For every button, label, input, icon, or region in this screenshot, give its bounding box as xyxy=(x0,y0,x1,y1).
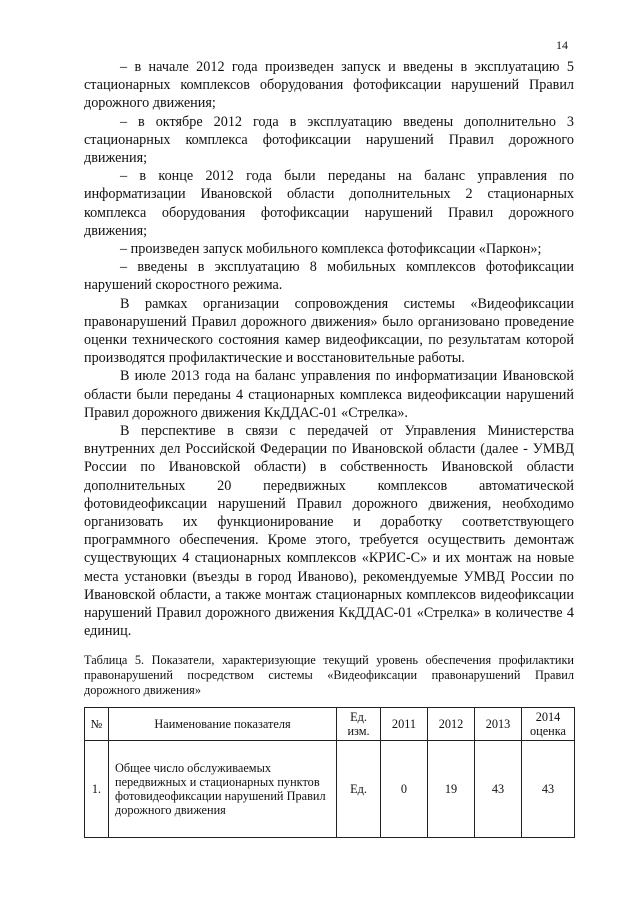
cell-2011: 0 xyxy=(381,740,428,837)
header-unit: Ед. изм. xyxy=(337,707,381,740)
paragraph-bullet-3: – в конце 2012 года были переданы на баланс управления по информатизации Ивановской области дополнительных 2 стационарных комплекса оборудования фотофиксации нарушений Правил дорожного движения; xyxy=(84,168,574,239)
paragraph-perspective: В перспективе в связи с передачей от Управления Министерства внутренних дел Российской Федерации по Ивановской области (далее - УМВД России по Ивановской области) в собственность Ивановской области дополнительных 20 передвижных комплексов автоматической фотовидеофиксации нарушений Правил дорожного движения, необходимо организовать их функционирование и доработку соответствующего программного обеспечения. Кроме этого, требуется осуществить демонтаж существующих 4 стационарных комплексов «КРИС-С» и их монтаж на новые места установки (въезды в город Иваново), рекомендуемые УМВД России по Ивановской области, а также монтаж стационарных комплексов видеофиксации нарушений Правил дорожного движения КкДДАС-01 «Стрелка» в количестве 4 единиц. xyxy=(84,423,574,640)
paragraph-bullet-5: – введены в эксплуатацию 8 мобильных комплексов фотофиксации нарушений скоростного режима. xyxy=(84,259,574,294)
paragraph-bullet-4: – произведен запуск мобильного комплекса фотофиксации «Паркон»; xyxy=(120,241,542,258)
paragraph-bullet-1: – в начале 2012 года произведен запуск и введены в эксплуатацию 5 стационарных комплексов оборудования фотофиксации нарушений Правил дорожного движения; xyxy=(84,59,574,112)
header-2013: 2013 xyxy=(475,707,522,740)
header-indicator-name: Наименование показателя xyxy=(109,707,337,740)
document-body xyxy=(84,58,574,838)
page-number: 14 xyxy=(556,38,568,52)
header-number: № xyxy=(85,707,109,740)
cell-unit: Ед. xyxy=(337,740,381,837)
cell-2013: 43 xyxy=(475,740,522,837)
paragraph-bullet-2: – в октябре 2012 года в эксплуатацию введены дополнительно 3 стационарных комплекса фотофиксации нарушений Правил дорожного движения; xyxy=(84,113,574,167)
cell-indicator-name: Общее число обслуживаемых передвижных и стационарных пунктов фотовидеофиксации нарушений Правил дорожного движения xyxy=(109,740,337,837)
header-2014-estimate: 2014 оценка xyxy=(522,707,575,740)
cell-2012: 19 xyxy=(428,740,475,837)
paragraph-july-2013: В июле 2013 года на баланс управления по информатизации Ивановской области были переданы 4 стационарных комплекса видеофиксации нарушений Правил дорожного движения КкДДАС-01 «Стрелка». xyxy=(84,368,574,421)
table-row xyxy=(85,740,575,837)
header-2011: 2011 xyxy=(381,707,428,740)
cell-2014-estimate: 43 xyxy=(522,740,575,837)
indicators-table xyxy=(84,707,575,838)
table-caption: Таблица 5. Показатели, характеризующие текущий уровень обеспечения профилактики правонарушений посредством системы «Видеофиксации правонарушений Правил дорожного движения» xyxy=(84,652,574,698)
cell-number: 1. xyxy=(85,740,109,837)
paragraph-maintenance: В рамках организации сопровождения системы «Видеофиксации правонарушений Правил дорожного движения» было организовано проведение оценки технического состояния камер видеофиксации, по результатам которой производятся профилактические и восстановительные работы. xyxy=(84,295,574,367)
table-header-row xyxy=(85,707,575,740)
header-2012: 2012 xyxy=(428,707,475,740)
